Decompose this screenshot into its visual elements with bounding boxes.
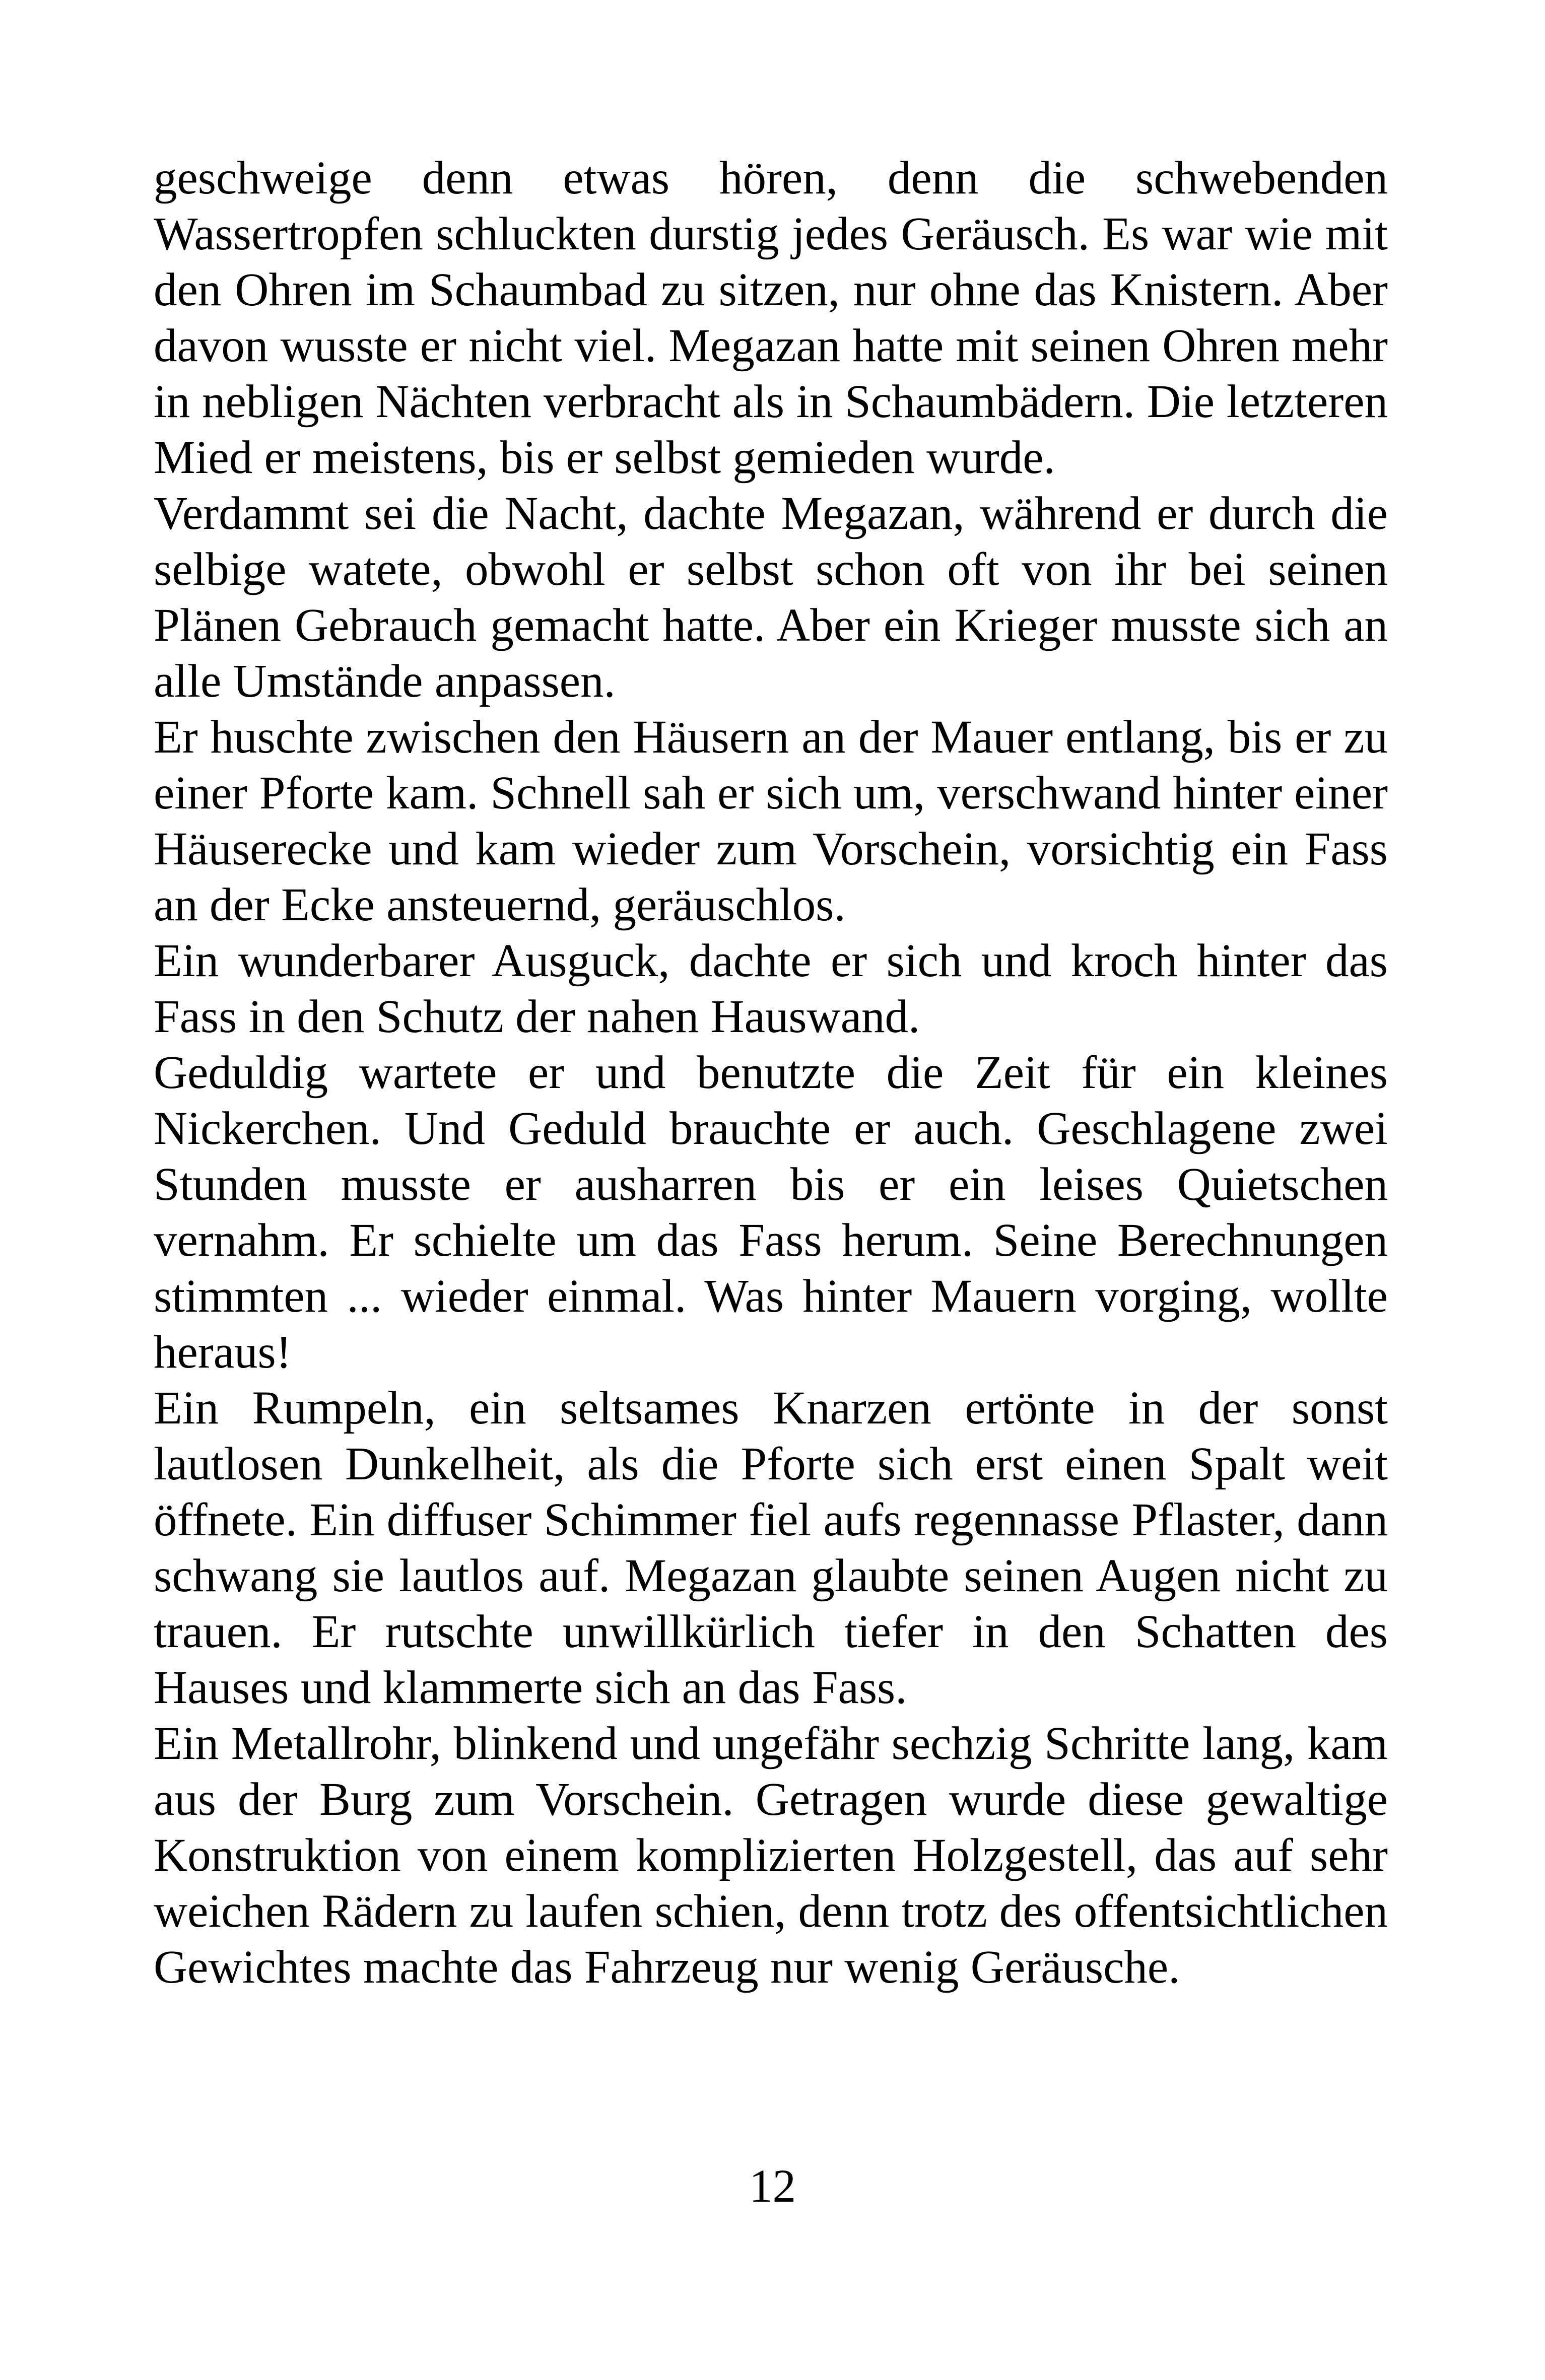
paragraph-5: Geduldig wartete er und benutzte die Zeit für ein kleines Nickerchen. Und Geduld brauchte er auch. Geschlagene zwei Stunden musste er ausharren bis er ein leises Quietschen vernahm. Er schielte um das Fass herum. Seine Berechnungen stimmten ... wieder einmal. Was hinter Mauern vorging, wollte heraus! — [154, 1047, 1388, 1378]
body-text — [154, 150, 1388, 1995]
paragraph-1: geschweige denn etwas hören, denn die schwebenden Wassertropfen schluckten durstig jedes Geräusch. Es war wie mit den Ohren im Schaumbad zu sitzen, nur ohne das Knistern. Aber davon wusste er nicht viel. Megazan hatte mit seinen Ohren mehr in nebligen Nächten verbracht als in Schaumbädern. Die letzteren Mied er meistens, bis er selbst gemieden wurde. — [154, 152, 1388, 484]
page-number: 12 — [749, 2160, 796, 2212]
paragraph-2: Verdammt sei die Nacht, dachte Megazan, während er durch die selbige watete, obwohl er selbst schon oft von ihr bei seinen Plänen Gebrauch gemacht hatte. Aber ein Krieger musste sich an alle Umstände anpassen. — [154, 488, 1388, 707]
paragraph-7: Ein Metallrohr, blinkend und ungefähr sechzig Schritte lang, kam aus der Burg zum Vorschein. Getragen wurde diese gewaltige Konstruktion von einem komplizierten Holzgestell, das auf sehr weichen Rädern zu laufen schien, denn trotz des offentsichtlichen Gewichtes machte das Fahrzeug nur wenig Geräusche. — [154, 1718, 1388, 1993]
paragraph-3: Er huschte zwischen den Häusern an der Mauer entlang, bis er zu einer Pforte kam. Schnell sah er sich um, verschwand hinter einer Häuserecke und kam wieder zum Vorschein, vorsichtig ein Fass an der Ecke ansteuernd, geräuschlos. — [154, 711, 1388, 931]
paragraph-4: Ein wunderbarer Ausguck, dachte er sich und kroch hinter das Fass in den Schutz der nahen Hauswand. — [154, 935, 1388, 1043]
paragraph-6: Ein Rumpeln, ein seltsames Knarzen ertönte in der sonst lautlosen Dunkelheit, als die Pforte sich erst einen Spalt weit öffnete. Ein diffuser Schimmer fiel aufs regennasse Pflaster, dann schwang sie lautlos auf. Megazan glaubte seinen Augen nicht zu trauen. Er rutschte unwillkürlich tiefer in den Schatten des Hauses und klammerte sich an das Fass. — [154, 1382, 1388, 1714]
